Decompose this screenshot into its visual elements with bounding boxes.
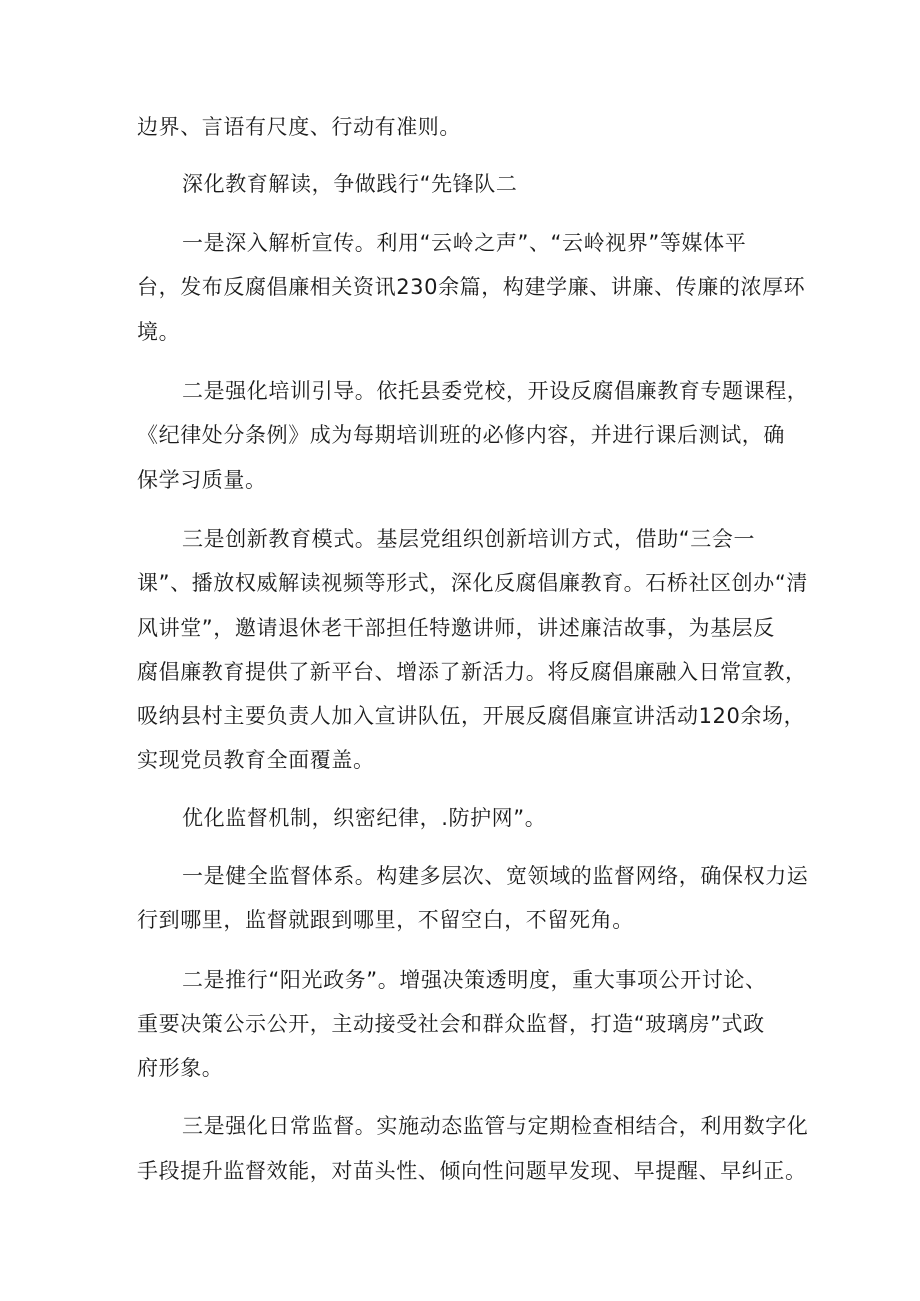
text-line: 二是推行“阳光政务”。增强决策透明度，重大事项公开讨论、 (182, 968, 767, 992)
text-line: 《纪律处分条例》成为每期培训班的必修内容，并进行课后测试，确 (137, 423, 785, 447)
text-line: 一是健全监督体系。构建多层次、宽领域的监督网络，确保权力运 (182, 864, 809, 888)
text-line: 保学习质量。 (137, 468, 267, 492)
text-line: 二是强化培训引导。依托县委党校，开设反腐倡廉教育专题课程， (182, 379, 809, 403)
text-line: 风讲堂”，邀请退休老干部担任特邀讲师，讲述廉洁故事，为基层反 (137, 616, 775, 640)
text-line: 重要决策公示公开，主动接受社会和群众监督，打造“玻璃房”式政 (137, 1012, 765, 1036)
text-line: 一是深入解析宣传。利用“云岭之声”、“云岭视界”等媒体平 (182, 231, 747, 255)
text-line: 手段提升监督效能，对苗头性、倾向性问题早发现、早提醒、早纠正。 (137, 1159, 807, 1183)
text-line: 腐倡廉教育提供了新平台、增添了新活力。将反腐倡廉融入日常宣教， (137, 660, 807, 684)
section-heading: 优化监督机制，织密纪律，.防护网”。 (182, 806, 547, 830)
text-line: 台，发布反腐倡廉相关资讯230余篇，构建学廉、讲廉、传廉的浓厚环 (137, 275, 806, 299)
text-line: 境。 (137, 320, 181, 344)
text-line: 府形象。 (137, 1056, 224, 1080)
text-line: 边界、言语有尺度、行动有准则。 (137, 115, 461, 139)
text-line: 课”、播放权威解读视频等形式，深化反腐倡廉教育。石桥社区创办“清 (137, 571, 808, 595)
section-heading: 深化教育解读，争做践行“先锋队二 (182, 172, 518, 196)
text-line: 三是强化日常监督。实施动态监管与定期检查相结合，利用数字化 (182, 1114, 809, 1138)
text-line: 吸纳县村主要负责人加入宣讲队伍，开展反腐倡廉宣讲活动120余场， (137, 704, 806, 728)
text-line: 三是创新教育模式。基层党组织创新培训方式，借助“三会一 (182, 527, 756, 551)
text-line: 行到哪里，监督就跟到哪里，不留空白，不留死角。 (137, 908, 634, 932)
text-line: 实现党员教育全面覆盖。 (137, 748, 375, 772)
